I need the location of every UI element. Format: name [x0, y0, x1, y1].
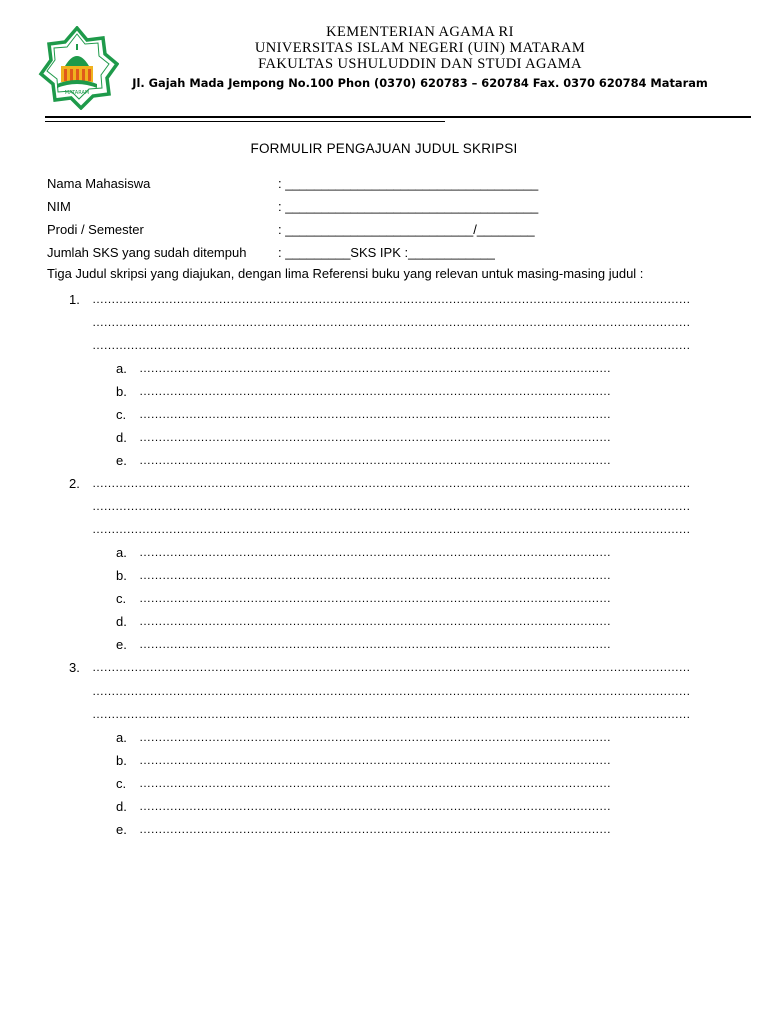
- title-line[interactable]: …………………………………………………………………………………………………………………………………………: [92, 707, 690, 721]
- ref-line[interactable]: ……………………………………………………………………………………………………………: [139, 591, 611, 605]
- title-line[interactable]: …………………………………………………………………………………………………………………………………………: [92, 522, 690, 536]
- ref-line[interactable]: ……………………………………………………………………………………………………………: [139, 614, 611, 628]
- ref-letter: e.: [116, 637, 127, 652]
- title-line[interactable]: …………………………………………………………………………………………………………………………………………: [92, 684, 690, 698]
- ref-line[interactable]: ……………………………………………………………………………………………………………: [139, 568, 611, 582]
- letterhead: [120, 24, 720, 90]
- header-divider-thin: [45, 121, 445, 122]
- field-input-nim[interactable]: : ___________________________________: [278, 199, 539, 214]
- ref-letter: e.: [116, 822, 127, 837]
- ref-line[interactable]: ……………………………………………………………………………………………………………: [139, 430, 611, 444]
- ref-letter: c.: [116, 407, 127, 422]
- item-number: 1.: [69, 292, 80, 307]
- ref-line[interactable]: ……………………………………………………………………………………………………………: [139, 361, 611, 375]
- title-line[interactable]: …………………………………………………………………………………………………………………………………………: [92, 499, 690, 513]
- ref-letter: d.: [116, 799, 127, 814]
- ref-line[interactable]: ……………………………………………………………………………………………………………: [139, 384, 611, 398]
- field-input-nama[interactable]: : ___________________________________: [278, 176, 539, 191]
- ref-letter: e.: [116, 453, 127, 468]
- field-label-sks: Jumlah SKS yang sudah ditempuh: [47, 245, 247, 260]
- title-line[interactable]: …………………………………………………………………………………………………………………………………………: [92, 338, 690, 352]
- field-label-nim: NIM: [47, 199, 71, 214]
- ref-line[interactable]: ……………………………………………………………………………………………………………: [139, 637, 611, 651]
- header-divider-thick: [45, 116, 751, 118]
- title-line[interactable]: …………………………………………………………………………………………………………………………………………: [92, 476, 690, 490]
- uin-mataram-logo: [35, 26, 119, 110]
- ref-line[interactable]: ……………………………………………………………………………………………………………: [139, 730, 611, 744]
- title-line[interactable]: …………………………………………………………………………………………………………………………………………: [92, 315, 690, 329]
- ref-line[interactable]: ……………………………………………………………………………………………………………: [139, 407, 611, 421]
- ref-line[interactable]: ……………………………………………………………………………………………………………: [139, 776, 611, 790]
- address-line: Jl. Gajah Mada Jempong No.100 Phon (0370) 620783 – 620784 Fax. 0370 620784 Mataram: [132, 76, 708, 90]
- ref-line[interactable]: ……………………………………………………………………………………………………………: [139, 822, 611, 836]
- ref-letter: a.: [116, 730, 127, 745]
- ref-letter: b.: [116, 568, 127, 583]
- title-line[interactable]: …………………………………………………………………………………………………………………………………………: [92, 292, 690, 306]
- ref-line[interactable]: ……………………………………………………………………………………………………………: [139, 799, 611, 813]
- ref-line[interactable]: ……………………………………………………………………………………………………………: [139, 753, 611, 767]
- faculty-name: FAKULTAS USHULUDDIN DAN STUDI AGAMA: [258, 56, 582, 72]
- ministry-name: KEMENTERIAN AGAMA RI: [326, 24, 514, 40]
- ref-letter: d.: [116, 614, 127, 629]
- ref-letter: b.: [116, 384, 127, 399]
- instruction-text: Tiga Judul skripsi yang diajukan, dengan lima Referensi buku yang relevan untuk masing-masing judul :: [47, 266, 644, 281]
- logo-text: MATARAM: [64, 90, 90, 96]
- ref-line[interactable]: ……………………………………………………………………………………………………………: [139, 545, 611, 559]
- ref-line[interactable]: ……………………………………………………………………………………………………………: [139, 453, 611, 467]
- ref-letter: a.: [116, 545, 127, 560]
- ref-letter: c.: [116, 776, 127, 791]
- item-number: 2.: [69, 476, 80, 491]
- university-name: UNIVERSITAS ISLAM NEGERI (UIN) MATARAM: [254, 40, 586, 56]
- form-title: FORMULIR PENGAJUAN JUDUL SKRIPSI: [250, 141, 518, 156]
- title-line[interactable]: …………………………………………………………………………………………………………………………………………: [92, 660, 690, 674]
- ref-letter: c.: [116, 591, 127, 606]
- field-input-sks-ipk[interactable]: : _________SKS IPK :____________: [278, 245, 495, 260]
- field-label-prodi: Prodi / Semester: [47, 222, 144, 237]
- ref-letter: a.: [116, 361, 127, 376]
- field-input-prodi[interactable]: : __________________________/________: [278, 222, 535, 237]
- ref-letter: d.: [116, 430, 127, 445]
- ref-letter: b.: [116, 753, 127, 768]
- item-number: 3.: [69, 660, 80, 675]
- field-label-nama: Nama Mahasiswa: [47, 176, 151, 191]
